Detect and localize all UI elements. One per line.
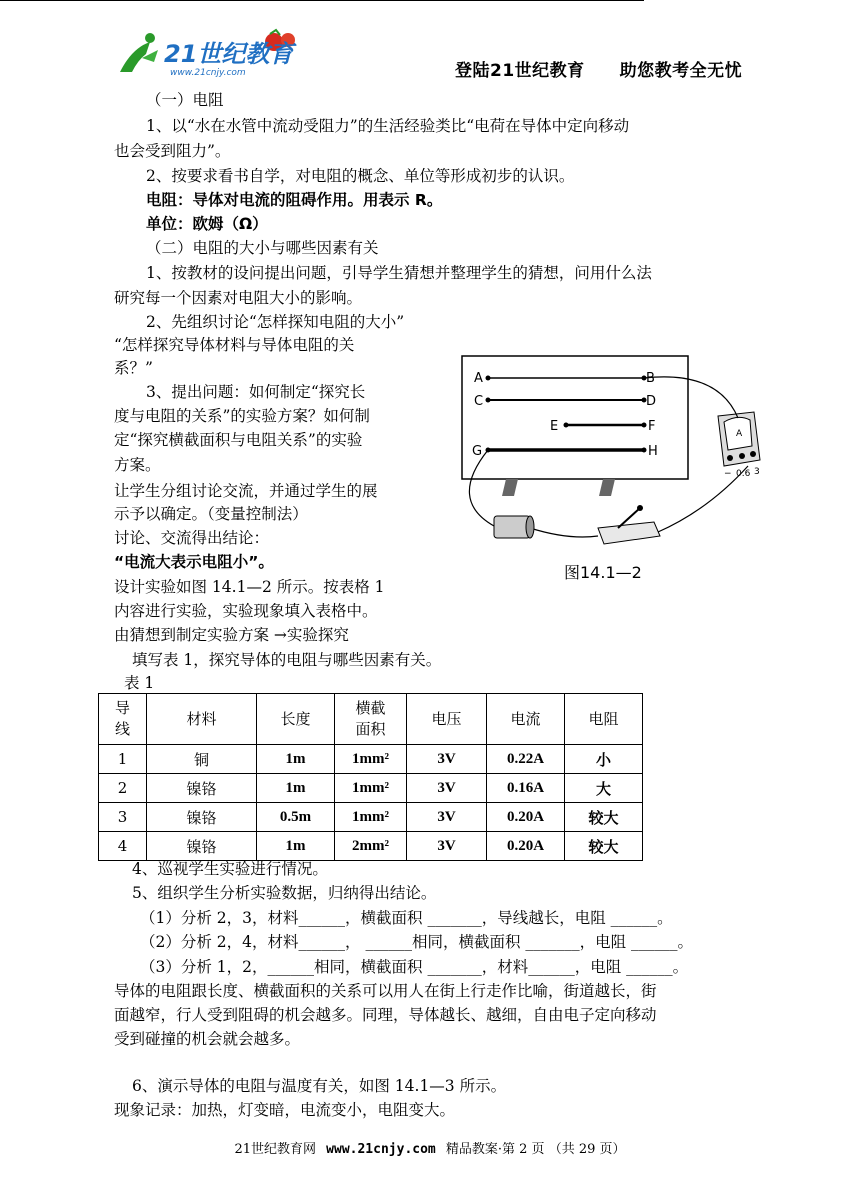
col-header-wire <box>99 694 147 745</box>
cell-current: 0.22A <box>487 745 565 774</box>
fill-in-question: （2）分析 2，4，材料______， ______相同，横截面积 _______，电阻 ______。 <box>140 933 694 951</box>
cell-area: 1mm² <box>335 774 407 803</box>
body-text: 1、以“水在水管中流动受阻力”的生活经验类比“电荷在导体中定向移动 <box>146 117 630 135</box>
table-row <box>99 803 643 832</box>
wire-label-b: B <box>646 371 655 386</box>
cell-area: 1mm² <box>335 745 407 774</box>
body-text: 研究每一个因素对电阻大小的影响。 <box>114 289 363 307</box>
wire-label-c: C <box>474 394 484 409</box>
cell-resistance: 较大 <box>565 832 643 861</box>
body-text: 5、组织学生分析实验数据，归纳得出结论。 <box>132 884 437 902</box>
cell-material: 镍铬 <box>147 803 257 832</box>
body-text: 定“探究横截面积与电阻关系”的实验 <box>114 431 363 449</box>
body-text: 示予以确定。（变量控制法） <box>114 505 308 523</box>
table-caption: 表 1 <box>124 674 155 692</box>
figure-caption: 图14.1—2 <box>564 563 642 582</box>
col-header-voltage: 电压 <box>407 694 487 745</box>
body-text: 系？” <box>114 359 153 377</box>
section-heading: （二）电阻的大小与哪些因素有关 <box>146 239 379 257</box>
cell-resistance: 较大 <box>565 803 643 832</box>
cell-material: 镍铬 <box>147 832 257 861</box>
definition-text: 电阻：导体对电流的阻碍作用。用表示 R。 <box>146 191 443 209</box>
fill-in-question: （3）分析 1，2，______相同，横截面积 _______，材料______，电阻 ______。 <box>140 958 689 976</box>
body-text: 3、提出问题：如何制定“探究长 <box>146 383 366 401</box>
table-header-row <box>99 694 643 745</box>
footer-url[interactable]: www.21cnjy.com <box>326 1142 436 1157</box>
body-text: 让学生分组讨论交流，并通过学生的展 <box>114 482 378 500</box>
table-row <box>99 745 643 774</box>
header-text: 横截面积 <box>355 699 386 738</box>
cell-index: 1 <box>99 745 147 774</box>
body-text: 2、按要求看书自学，对电阻的概念、单位等形成初步的认识。 <box>146 167 575 185</box>
body-text: 填写表 1，探究导体的电阻与哪些因素有关。 <box>132 651 442 669</box>
definition-text: 单位：欧姆（Ω） <box>146 215 268 233</box>
cell-area: 1mm² <box>335 803 407 832</box>
header-divider <box>0 0 644 1</box>
body-text: 2、先组织讨论“怎样探知电阻的大小” <box>146 313 405 331</box>
body-text: 设计实验如图 14.1—2 所示。按表格 1 <box>114 578 385 596</box>
cell-voltage: 3V <box>407 832 487 861</box>
body-text: 面越窄，行人受到阻碍的机会越多。同理，导体越长、越细，自由电子定向移动 <box>114 1006 657 1024</box>
wire-label-g: G <box>472 444 483 459</box>
body-text: “怎样探究导体材料与导体电阻的关 <box>114 336 355 354</box>
cell-area: 2mm² <box>335 832 407 861</box>
wire-label-d: D <box>646 394 657 409</box>
footer-site: 21世纪教育网 <box>234 1142 317 1157</box>
cell-resistance: 小 <box>565 745 643 774</box>
body-text: 受到碰撞的机会就会越多。 <box>114 1030 301 1048</box>
wire-label-h: H <box>648 444 658 459</box>
logo-url: www.21cnjy.com <box>170 68 246 78</box>
body-text: 6、演示导体的电阻与温度有关，如图 14.1—3 所示。 <box>132 1077 507 1095</box>
ammeter-label: A <box>736 429 743 439</box>
cell-length: 1m <box>257 832 335 861</box>
body-text: 内容进行实验，实验现象填入表格中。 <box>114 602 378 620</box>
cell-voltage: 3V <box>407 745 487 774</box>
table-row <box>99 774 643 803</box>
cell-resistance: 大 <box>565 774 643 803</box>
col-header-resistance: 电阻 <box>565 694 643 745</box>
circuit-figure <box>448 350 766 598</box>
wire-label-e: E <box>550 419 559 434</box>
site-logo <box>112 28 312 80</box>
col-header-current: 电流 <box>487 694 565 745</box>
cell-index: 4 <box>99 832 147 861</box>
fill-in-question: （1）分析 2，3，材料______，横截面积 _______，导线越长，电阻 ______。 <box>140 909 673 927</box>
header-slogan: 登陆21世纪教育 助您教考全无忧 <box>455 61 743 81</box>
footer-page-info: 精品教案·第 2 页 （共 29 页） <box>445 1142 626 1157</box>
wire-label-f: F <box>648 419 656 434</box>
cell-index: 3 <box>99 803 147 832</box>
body-text: 度与电阻的关系”的实验方案？如何制 <box>114 407 370 425</box>
meter-scale-3: 3 <box>754 467 760 477</box>
section-heading: （一）电阻 <box>146 91 224 109</box>
cell-length: 1m <box>257 745 335 774</box>
conclusion-text: “电流大表示电阻小”。 <box>114 553 274 571</box>
col-header-length: 长度 <box>257 694 335 745</box>
body-text: 4、巡视学生实验进行情况。 <box>132 860 328 878</box>
cell-index: 2 <box>99 774 147 803</box>
logo-text: 21世纪教育 <box>164 40 294 68</box>
body-text: 方案。 <box>114 456 161 474</box>
cell-current: 0.20A <box>487 803 565 832</box>
body-text: 由猜想到制定实验方案 →实验探究 <box>114 626 349 644</box>
col-header-area <box>335 694 407 745</box>
body-text: 讨论、交流得出结论： <box>114 529 270 547</box>
meter-scale-06: 0.6 <box>736 469 751 479</box>
col-header-material: 材料 <box>147 694 257 745</box>
body-text: 也会受到阻力”。 <box>114 142 231 160</box>
header-text: 导线 <box>114 699 130 738</box>
body-text: 1、按教材的设问提出问题，引导学生猜想并整理学生的猜想，问用什么法 <box>146 264 652 282</box>
page-footer <box>0 1138 860 1157</box>
cell-length: 1m <box>257 774 335 803</box>
body-text: 现象记录：加热，灯变暗，电流变小，电阻变大。 <box>114 1101 456 1119</box>
cell-current: 0.20A <box>487 832 565 861</box>
table-row <box>99 832 643 861</box>
cell-voltage: 3V <box>407 774 487 803</box>
cell-current: 0.16A <box>487 774 565 803</box>
body-text: 导体的电阻跟长度、横截面积的关系可以用人在街上行走作比喻，街道越长，街 <box>114 982 657 1000</box>
cell-voltage: 3V <box>407 803 487 832</box>
cell-material: 铜 <box>147 745 257 774</box>
cell-material: 镍铬 <box>147 774 257 803</box>
cell-length: 0.5m <box>257 803 335 832</box>
experiment-table <box>98 693 643 861</box>
meter-minus: − <box>724 469 732 479</box>
wire-label-a: A <box>474 371 483 386</box>
